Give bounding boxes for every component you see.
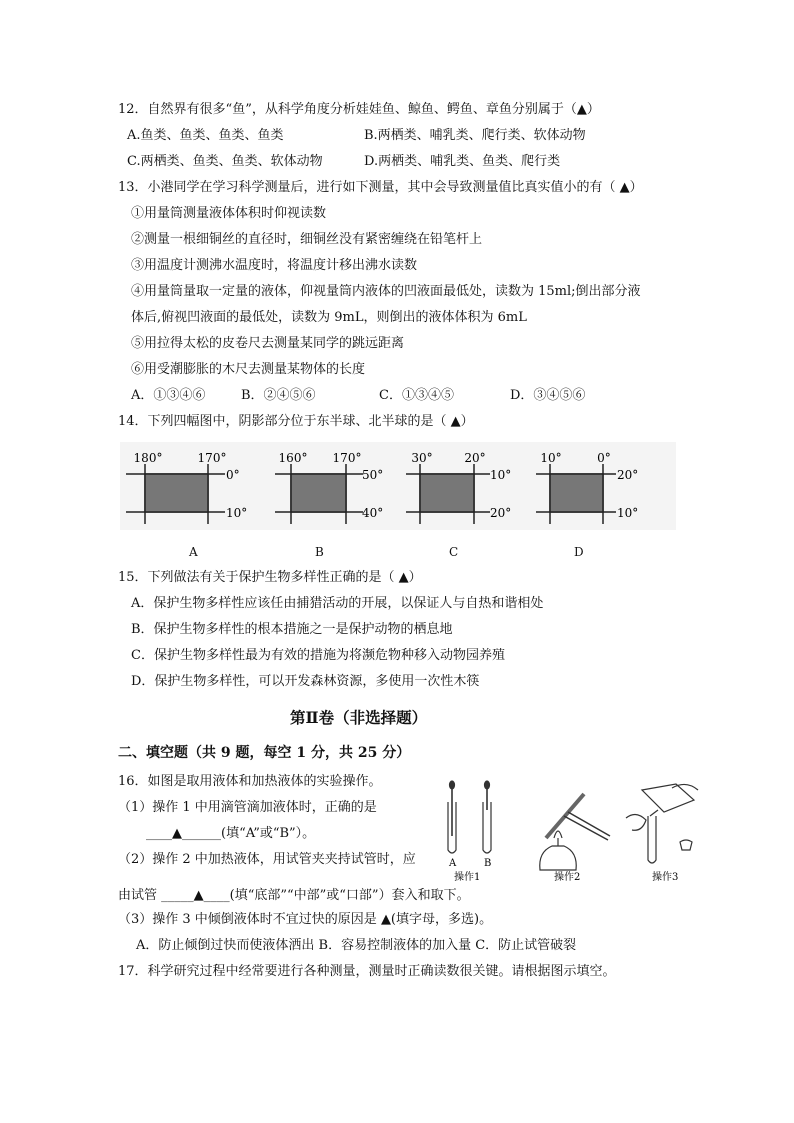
- map-b-top-right-label: 170°: [332, 451, 362, 465]
- q13-option-b: B．②④⑤⑥: [241, 388, 316, 403]
- q13-item: ②测量一根细铜丝的直径时，细铜丝没有紧密缠绕在铅笔杆上: [131, 232, 483, 247]
- q16-experiment-figure: [436, 780, 712, 886]
- operation1-tubes: [448, 781, 491, 853]
- q16-part3: （3）操作 3 中倾倒液体时不宜过快的原因是 ▲(填字母，多选)。: [118, 912, 493, 927]
- q13-item: ①用量筒测量液体体积时仰视读数: [131, 206, 327, 221]
- q13-item: ⑤用拉得太松的皮卷尺去测量某同学的跳远距离: [131, 336, 405, 351]
- q12-option-d: D.两栖类、哺乳类、鱼类、爬行类: [364, 154, 561, 169]
- q16-part2-blank: 由试管 _____▲____(填“底部”“中部”或“口部”）套入和取下。: [118, 888, 470, 903]
- q15-stem: 15．下列做法有关于保护生物多样性正确的是（ ▲）: [118, 570, 422, 585]
- q15-option-a: A．保护生物多样性应该任由捕猎活动的开展，以保证人与自热和谐相处: [131, 596, 544, 611]
- q13-item: ④用量筒量取一定量的液体，仰视量筒内液体的凹液面最低处，读数为 15ml;倒出部分液: [131, 284, 641, 299]
- q15-option-c: C．保护生物多样性最为有效的措施为将濒危物种移入动物园养殖: [131, 648, 505, 663]
- section2-heading: 二、填空题（共 9 题，每空 1 分，共 25 分）: [118, 745, 411, 761]
- operation2-label: 操作2: [554, 872, 581, 883]
- map-c-top-right-label: 20°: [464, 451, 486, 465]
- map-a-top-left-label: 180°: [133, 451, 163, 465]
- operation3-pouring: [626, 784, 698, 863]
- operation3-label: 操作3: [652, 872, 679, 883]
- q13-item: ⑥用受潮膨胀的木尺去测量某物体的长度: [131, 362, 366, 377]
- q13-item: ③用温度计测沸水温度时，将温度计移出沸水读数: [131, 258, 418, 273]
- operation2-heating: [540, 794, 610, 870]
- q16-part1-blank: ____▲______(填“A”或“B”）。: [146, 826, 316, 841]
- map-c-letter: C: [449, 545, 459, 559]
- map-d-top-right-label: 0°: [597, 451, 611, 465]
- q13-option-c: C．①③④⑤: [379, 388, 454, 403]
- q16-part3-options: A．防止倾倒过快而使液体洒出 B．容易控制液体的加入量 C．防止试管破裂: [136, 938, 577, 953]
- q13-item: 体后,俯视凹液面的最低处，读数为 9mL，则倒出的液体体积为 6mL: [131, 310, 527, 325]
- q12-option-b: B.两栖类、哺乳类、爬行类、软体动物: [364, 128, 586, 143]
- map-d-right-top-label: 20°: [617, 468, 639, 482]
- map-d-right-bottom-label: 10°: [617, 506, 639, 520]
- q16-part2: （2）操作 2 中加热液体，用试管夹夹持试管时，应: [118, 852, 416, 867]
- map-b-right-top-label: 50°: [362, 468, 384, 482]
- tube-a-label: A: [449, 858, 457, 869]
- q16-part1: （1）操作 1 中用滴管滴加液体时，正确的是: [118, 800, 377, 815]
- map-b-letter: B: [315, 545, 324, 559]
- q12-stem: 12．自然界有很多“鱼”，从科学角度分析娃娃鱼、鲸鱼、鳄鱼、章鱼分别属于（▲）: [118, 102, 600, 117]
- map-d-letter: D: [574, 545, 584, 559]
- q15-option-d: D．保护生物多样性，可以开发森林资源，多使用一次性木筷: [131, 674, 480, 689]
- map-b-top-left-label: 160°: [278, 451, 308, 465]
- q13-stem: 13．小港同学在学习科学测量后，进行如下测量，其中会导致测量值比真实值小的有（ ▲）: [118, 180, 643, 195]
- q13-option-a: A．①③④⑥: [131, 388, 206, 403]
- map-c-top-left-label: 30°: [411, 451, 433, 465]
- part2-title: 第Ⅱ卷（非选择题）: [290, 708, 428, 727]
- map-c-right-bottom-label: 20°: [490, 506, 512, 520]
- q17-stem: 17．科学研究过程中经常要进行各种测量，测量时正确读数很关键。请根据图示填空。: [118, 964, 616, 979]
- q15-option-b: B．保护生物多样性的根本措施之一是保护动物的栖息地: [131, 622, 453, 637]
- q13-option-d: D．③④⑤⑥: [510, 388, 586, 403]
- q12-option-a: A.鱼类、鱼类、鱼类、鱼类: [127, 128, 284, 143]
- map-a-top-right-label: 170°: [197, 451, 227, 465]
- map-b-right-bottom-label: 40°: [362, 506, 384, 520]
- q14-map-figure: [120, 442, 676, 530]
- map-a-right-bottom-label: 10°: [226, 506, 248, 520]
- map-a-letter: A: [189, 545, 198, 559]
- tube-b-label: B: [484, 858, 492, 869]
- q12-option-c: C.两栖类、鱼类、鱼类、软体动物: [127, 154, 323, 169]
- q14-stem: 14．下列四幅图中，阴影部分位于东半球、北半球的是（ ▲）: [118, 414, 474, 429]
- map-a-right-top-label: 0°: [226, 468, 240, 482]
- map-d-top-left-label: 10°: [540, 451, 562, 465]
- map-c-right-top-label: 10°: [490, 468, 512, 482]
- q16-stem: 16．如图是取用液体和加热液体的实验操作。: [118, 774, 382, 789]
- operation1-label: 操作1: [454, 872, 481, 883]
